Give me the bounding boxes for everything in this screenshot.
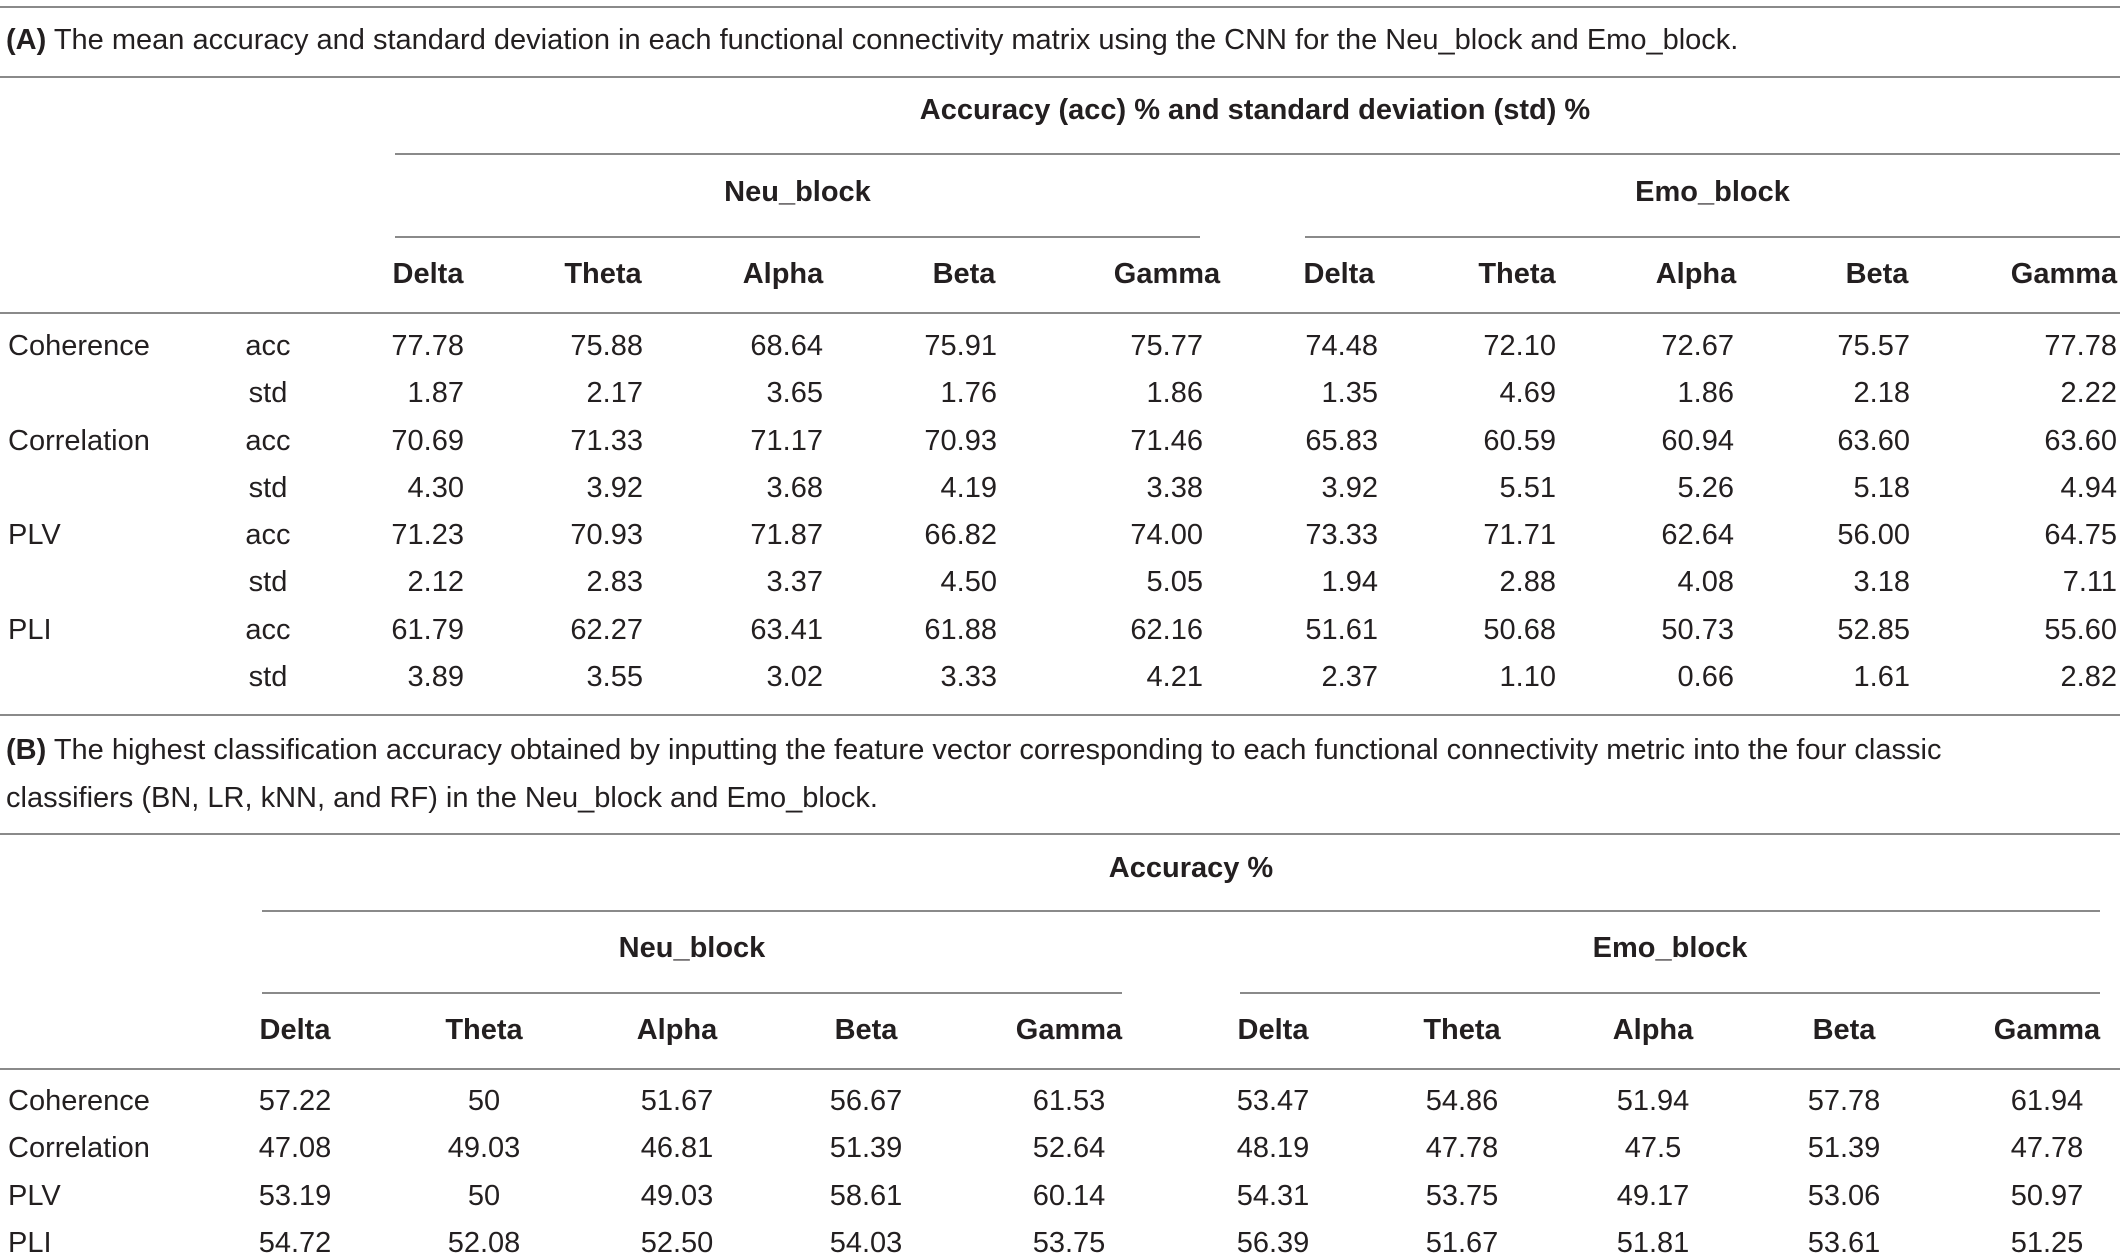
table-b-metric-label: PLV (8, 1180, 61, 1212)
table-a-cell: 4.69 (1499, 377, 1556, 409)
table-b-band-header: Delta (259, 1014, 331, 1046)
table-a-caption (6, 16, 1738, 64)
table-a-cell: 64.75 (2044, 519, 2117, 551)
table-a-cell: 71.71 (1483, 519, 1556, 551)
table-a-cell: 70.69 (391, 425, 464, 457)
table-a-cell: 68.64 (750, 330, 823, 362)
table-a-cell: 3.55 (586, 661, 643, 693)
table-b-cell: 47.08 (258, 1132, 332, 1164)
table-a-cell: 3.38 (1146, 472, 1203, 504)
table-a-cell: 4.30 (407, 472, 464, 504)
table-a-metric-label: PLV (8, 519, 61, 551)
table-a-caption-rule (0, 76, 2120, 78)
table-a-cell: 60.59 (1483, 425, 1556, 457)
table-a-cell: 63.41 (750, 614, 823, 646)
table-b-cell: 50 (467, 1085, 501, 1117)
table-a-cell: 1.86 (1677, 377, 1734, 409)
table-a-cell: 62.16 (1130, 614, 1203, 646)
table-a-cell: 55.60 (2044, 614, 2117, 646)
table-b-group-neu-rule (262, 992, 1122, 994)
table-a-metric-label: Coherence (8, 330, 150, 362)
table-a-cell: 4.08 (1677, 566, 1734, 598)
table-a-cell: 4.21 (1146, 661, 1203, 693)
table-b-cell: 51.25 (2010, 1227, 2084, 1259)
table-b-cell: 54.03 (829, 1227, 903, 1259)
table-a-stat-label: std (248, 377, 288, 409)
table-a-cell: 51.61 (1305, 614, 1378, 646)
table-b-cell: 56.39 (1236, 1227, 1310, 1259)
table-a-group-emo-rule (1305, 236, 2120, 238)
table-b-band-header: Alpha (1612, 1014, 1694, 1046)
table-a-cell: 3.65 (766, 377, 823, 409)
table-a-cell: 61.88 (924, 614, 997, 646)
table-a-cell: 75.77 (1130, 330, 1203, 362)
table-a-cell: 71.87 (750, 519, 823, 551)
table-a-cell: 71.33 (570, 425, 643, 457)
table-b-cell: 54.86 (1425, 1085, 1499, 1117)
table-a-header-rule (0, 312, 2120, 314)
table-a-stat-label: std (248, 661, 288, 693)
table-b-cell: 47.5 (1624, 1132, 1682, 1164)
table-b-cell: 46.81 (640, 1132, 714, 1164)
table-b-group-neu: Neu_block (618, 932, 766, 964)
table-a-super-header: Accuracy (acc) % and standard deviation (std) % (919, 94, 1591, 126)
table-b-cell: 50 (467, 1180, 501, 1212)
table-a-cell: 1.10 (1499, 661, 1556, 693)
table-a-cell: 3.33 (940, 661, 997, 693)
table-a-cell: 3.18 (1853, 566, 1910, 598)
table-a-band-header: Alpha (1655, 258, 1737, 290)
table-b-cell: 61.94 (2010, 1085, 2084, 1117)
table-a-cell: 75.91 (924, 330, 997, 362)
table-a-cell: 1.94 (1321, 566, 1378, 598)
table-a-cell: 74.48 (1305, 330, 1378, 362)
table-b-metric-label: PLI (8, 1227, 52, 1259)
table-a-cell: 4.94 (2060, 472, 2117, 504)
table-b-cell: 51.94 (1616, 1085, 1690, 1117)
table-a-cell: 2.17 (586, 377, 643, 409)
table-a-cell: 63.60 (2044, 425, 2117, 457)
table-b-band-header: Gamma (1993, 1014, 2101, 1046)
table-b-caption-line2: classifiers (BN, LR, kNN, and RF) in the Neu_block and Emo_block. (6, 782, 878, 814)
table-a-cell: 70.93 (924, 425, 997, 457)
table-b-caption (6, 726, 1941, 774)
table-a-super-header-rule (395, 153, 2120, 155)
table-a-cell: 50.73 (1661, 614, 1734, 646)
table-b-cell: 50.97 (2010, 1180, 2084, 1212)
table-b-cell: 51.39 (1807, 1132, 1881, 1164)
table-b-cell: 49.17 (1616, 1180, 1690, 1212)
table-a-cell: 71.23 (391, 519, 464, 551)
table-a-stat-label: acc (245, 614, 291, 646)
table-b-caption-label: (B) (6, 734, 47, 766)
table-b-cell: 48.19 (1236, 1132, 1310, 1164)
table-b-cell: 53.61 (1807, 1227, 1881, 1259)
table-a-cell: 50.68 (1483, 614, 1556, 646)
table-a-cell: 72.10 (1483, 330, 1556, 362)
table-b-super-header: Accuracy % (1108, 852, 1274, 884)
table-a-cell: 5.26 (1677, 472, 1734, 504)
table-a-bottom-rule (0, 714, 2120, 716)
table-a-cell: 56.00 (1837, 519, 1910, 551)
table-b-cell: 53.06 (1807, 1180, 1881, 1212)
table-b-cell: 49.03 (447, 1132, 521, 1164)
table-a-cell: 66.82 (924, 519, 997, 551)
table-a-metric-label: PLI (8, 614, 52, 646)
table-a-cell: 60.94 (1661, 425, 1734, 457)
table-a-cell: 3.92 (586, 472, 643, 504)
table-a-cell: 63.60 (1837, 425, 1910, 457)
table-a-cell: 2.12 (407, 566, 464, 598)
table-a-cell: 4.19 (940, 472, 997, 504)
table-a-group-neu-rule (395, 236, 1200, 238)
table-b-cell: 53.47 (1236, 1085, 1310, 1117)
table-a-cell: 71.46 (1130, 425, 1203, 457)
table-a-cell: 1.35 (1321, 377, 1378, 409)
table-a-cell: 4.50 (940, 566, 997, 598)
table-a-top-rule (0, 6, 2120, 8)
table-a-cell: 77.78 (391, 330, 464, 362)
table-a-cell: 1.87 (407, 377, 464, 409)
table-b-cell: 53.19 (258, 1180, 332, 1212)
table-a-cell: 62.27 (570, 614, 643, 646)
table-b-band-header: Beta (834, 1014, 898, 1046)
table-b-cell: 51.39 (829, 1132, 903, 1164)
table-b-group-emo: Emo_block (1592, 932, 1748, 964)
table-a-cell: 1.61 (1853, 661, 1910, 693)
table-b-cell: 58.61 (829, 1180, 903, 1212)
table-a-cell: 61.79 (391, 614, 464, 646)
table-a-band-header: Delta (1303, 258, 1375, 290)
table-a-group-emo: Emo_block (1635, 176, 1790, 208)
table-b-cell: 56.67 (829, 1085, 903, 1117)
table-a-metric-label: Correlation (8, 425, 150, 457)
table-b-band-header: Gamma (1015, 1014, 1123, 1046)
table-a-cell: 5.51 (1499, 472, 1556, 504)
table-b-cell: 60.14 (1032, 1180, 1106, 1212)
table-a-cell: 3.68 (766, 472, 823, 504)
table-b-cell: 47.78 (2010, 1132, 2084, 1164)
table-a-caption-label: (A) (6, 24, 47, 56)
table-b-cell: 51.67 (1425, 1227, 1499, 1259)
table-a-cell: 1.86 (1146, 377, 1203, 409)
table-a-band-header: Gamma (2010, 258, 2118, 290)
table-a-cell: 3.92 (1321, 472, 1378, 504)
table-b-cell: 54.72 (258, 1227, 332, 1259)
table-b-metric-label: Correlation (8, 1132, 150, 1164)
table-b-cell: 57.78 (1807, 1085, 1881, 1117)
table-a-cell: 3.89 (407, 661, 464, 693)
table-b-band-header: Beta (1812, 1014, 1876, 1046)
table-a-cell: 5.05 (1146, 566, 1203, 598)
table-a-cell: 1.76 (940, 377, 997, 409)
table-a-cell: 2.18 (1853, 377, 1910, 409)
table-b-cell: 57.22 (258, 1085, 332, 1117)
table-b-band-header: Theta (445, 1014, 523, 1046)
table-b-cell: 49.03 (640, 1180, 714, 1212)
table-a-cell: 70.93 (570, 519, 643, 551)
table-a-cell: 2.88 (1499, 566, 1556, 598)
table-a-cell: 72.67 (1661, 330, 1734, 362)
table-a-band-header: Alpha (742, 258, 824, 290)
table-b-caption-line1: The highest classification accuracy obtained by inputting the feature vector corresponding to each functional connectivity metric into the four classic (53, 734, 1942, 766)
table-b-cell: 51.81 (1616, 1227, 1690, 1259)
table-b-caption-rule (0, 833, 2120, 835)
table-b-cell: 52.64 (1032, 1132, 1106, 1164)
table-a-cell: 74.00 (1130, 519, 1203, 551)
table-b-band-header: Theta (1423, 1014, 1501, 1046)
table-b-cell: 54.31 (1236, 1180, 1310, 1212)
table-a-band-header: Theta (564, 258, 642, 290)
table-b-cell: 51.67 (640, 1085, 714, 1117)
table-b-metric-label: Coherence (8, 1085, 150, 1117)
table-a-cell: 71.17 (750, 425, 823, 457)
table-a-cell: 73.33 (1305, 519, 1378, 551)
table-a-group-neu: Neu_block (724, 176, 871, 208)
table-a-band-header: Delta (392, 258, 464, 290)
table-a-cell: 7.11 (2062, 566, 2117, 598)
table-a-band-header: Beta (1845, 258, 1909, 290)
table-b-band-header: Alpha (636, 1014, 718, 1046)
table-a-cell: 52.85 (1837, 614, 1910, 646)
table-a-cell: 2.83 (586, 566, 643, 598)
table-a-cell: 65.83 (1305, 425, 1378, 457)
table-a-cell: 5.18 (1853, 472, 1910, 504)
table-b-cell: 61.53 (1032, 1085, 1106, 1117)
table-b-cell: 52.08 (447, 1227, 521, 1259)
table-a-stat-label: std (248, 472, 288, 504)
table-a-cell: 2.37 (1321, 661, 1378, 693)
table-a-cell: 62.64 (1661, 519, 1734, 551)
table-b-band-header: Delta (1237, 1014, 1309, 1046)
table-b-cell: 53.75 (1032, 1227, 1106, 1259)
table-a-stat-label: std (248, 566, 288, 598)
table-b-group-emo-rule (1240, 992, 2100, 994)
table-a-stat-label: acc (245, 425, 291, 457)
table-a-cell: 2.82 (2060, 661, 2117, 693)
table-a-cell: 75.88 (570, 330, 643, 362)
table-a-cell: 3.02 (766, 661, 823, 693)
table-a-cell: 0.66 (1677, 661, 1734, 693)
table-a-cell: 3.37 (766, 566, 823, 598)
table-a-caption-text: The mean accuracy and standard deviation in each functional connectivity matrix using the CNN for the Neu_block and Emo_block. (53, 24, 1739, 56)
table-b-super-header-rule (262, 910, 2100, 912)
table-a-band-header: Theta (1478, 258, 1556, 290)
table-b-cell: 47.78 (1425, 1132, 1499, 1164)
table-a-cell: 2.22 (2060, 377, 2117, 409)
table-b-header-rule (0, 1068, 2120, 1070)
table-a-cell: 75.57 (1837, 330, 1910, 362)
table-b-cell: 52.50 (640, 1227, 714, 1259)
table-a-band-header: Gamma (1113, 258, 1221, 290)
table-b-cell: 53.75 (1425, 1180, 1499, 1212)
table-a-band-header: Beta (932, 258, 996, 290)
table-a-stat-label: acc (245, 519, 291, 551)
table-a-stat-label: acc (245, 330, 291, 362)
table-a-cell: 77.78 (2044, 330, 2117, 362)
